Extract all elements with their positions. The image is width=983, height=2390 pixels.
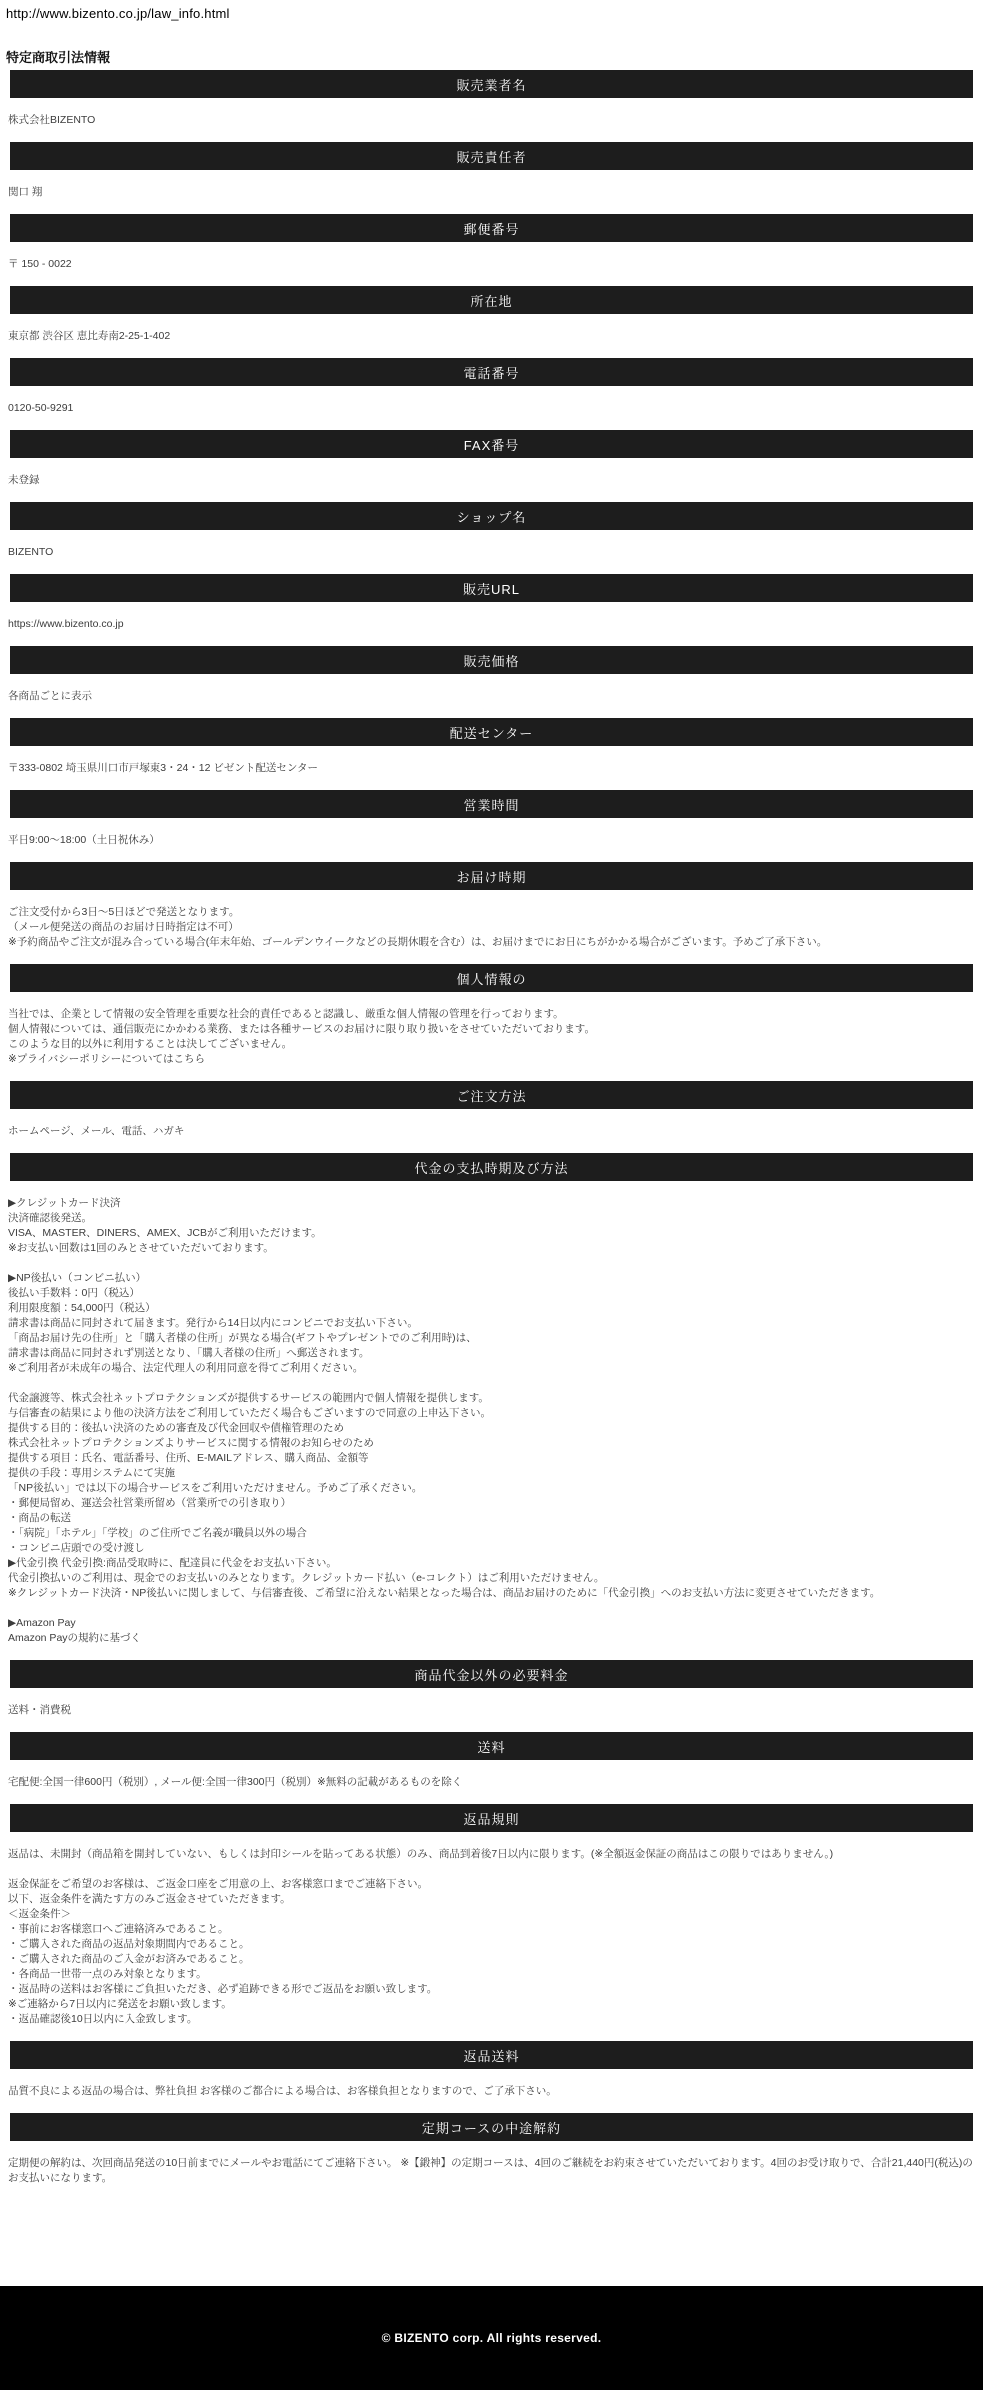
- section-content: [8, 2084, 975, 2099]
- section-line: 0120-50-9291: [8, 402, 74, 414]
- section-line: 返金保証をご希望のお客様は、ご返金口座をご用意の上、お客様窓口までご連絡下さい。: [8, 1878, 428, 1890]
- law-section: [0, 1732, 983, 1790]
- law-section: [0, 214, 983, 272]
- section-heading: ご注文方法: [456, 1088, 527, 1104]
- law-section: [0, 2041, 983, 2099]
- section-line: ▶クレジットカード決済: [8, 1197, 121, 1209]
- section-line: ・「病院」「ホテル」「学校」のご住所でご名義が職員以外の場合: [8, 1527, 307, 1539]
- section-heading: 電話番号: [463, 365, 520, 381]
- section-heading: お届け時期: [456, 869, 527, 885]
- section-content: [8, 905, 975, 950]
- section-heading-bar: [10, 1660, 973, 1688]
- law-section: [0, 718, 983, 776]
- section-line: 「NP後払い」では以下の場合サービスをご利用いただけません。予めご了承ください。: [8, 1482, 423, 1494]
- section-heading-bar: [10, 790, 973, 818]
- law-section: [0, 964, 983, 1067]
- section-content: [8, 1196, 975, 1646]
- section-line: 個人情報については、通信販売にかかわる業務、または各種サービスのお届けに限り取り扱いをさせていただいております。: [8, 1023, 595, 1035]
- section-heading-bar: [10, 718, 973, 746]
- section-line: 当社では、企業として情報の安全管理を重要な社会的責任であると認識し、厳重な個人情報の管理を行っております。: [8, 1008, 564, 1020]
- section-line: VISA、MASTER、DINERS、AMEX、JCBがご利用いただけます。: [8, 1227, 322, 1239]
- section-line: https://www.bizento.co.jp: [8, 618, 124, 630]
- section-content: [8, 329, 975, 344]
- section-heading: 所在地: [470, 293, 513, 309]
- section-content: [8, 833, 975, 848]
- section-line: [8, 1601, 975, 1616]
- section-heading: 商品代金以外の必要料金: [414, 1667, 569, 1683]
- section-heading-bar: [10, 70, 973, 98]
- section-line: 定期便の解約は、次回商品発送の10日前までにメールやお電話にてご連絡下さい。 ※【鍛神】の定期コースは、4回のご継続をお約束させていただいております。4回のお受け取りで、合計21,440円(税込)のお支払いになります。: [8, 2157, 973, 2184]
- section-heading: 営業時間: [463, 797, 520, 813]
- law-section: [0, 1804, 983, 2027]
- section-line: ・ご購入された商品の返品対象期間内であること。: [8, 1938, 250, 1950]
- law-section: [0, 142, 983, 200]
- section-line: 〒 150 - 0022: [8, 258, 72, 270]
- section-heading-bar: [10, 1804, 973, 1832]
- copyright-text: © BIZENTO corp. All rights reserved.: [381, 2331, 602, 2345]
- section-heading: 郵便番号: [463, 221, 520, 237]
- section-heading: 販売価格: [463, 653, 520, 669]
- section-heading-bar: [10, 2041, 973, 2069]
- section-content: [8, 113, 975, 128]
- law-section: [0, 2113, 983, 2186]
- section-line: （メール便発送の商品のお届け日時指定は不可）: [8, 921, 239, 933]
- law-section: [0, 286, 983, 344]
- section-heading-bar: [10, 430, 973, 458]
- law-section: [0, 358, 983, 416]
- section-line: 決済確認後発送。: [8, 1212, 92, 1224]
- section-heading-bar: [10, 286, 973, 314]
- section-line: 宅配便:全国一律600円（税別）, メール便:全国一律300円（税別）※無料の記載があるものを除く: [8, 1776, 463, 1788]
- page-title: 特定商取引法情報: [6, 50, 111, 65]
- law-section: [0, 430, 983, 488]
- section-heading: 販売責任者: [456, 149, 527, 165]
- section-line: [8, 1376, 975, 1391]
- section-content: [8, 1775, 975, 1790]
- section-line: ▶Amazon Pay: [8, 1617, 76, 1629]
- section-content: [8, 1007, 975, 1067]
- section-heading: 配送センター: [449, 725, 534, 741]
- section-line: 利用限度額：54,000円（税込）: [8, 1302, 156, 1314]
- section-line: ・ご購入された商品のご入金がお済みであること。: [8, 1953, 250, 1965]
- section-heading: 返品規則: [463, 1811, 520, 1827]
- section-line: 平日9:00～18:00（土日祝休み）: [8, 834, 160, 846]
- section-line: ホームページ、メール、電話、ハガキ: [8, 1125, 185, 1137]
- section-heading-bar: [10, 214, 973, 242]
- section-line: 株式会社ネットプロテクションズよりサービスに関する情報のお知らせのため: [8, 1437, 374, 1449]
- section-content: [8, 617, 975, 632]
- section-line: ・商品の転送: [8, 1512, 71, 1524]
- law-section: [0, 1660, 983, 1718]
- section-line: 提供する項目：氏名、電話番号、住所、E-MAILアドレス、購入商品、金額等: [8, 1452, 369, 1464]
- section-content: [8, 401, 975, 416]
- law-section: [0, 790, 983, 848]
- section-content: [8, 1124, 975, 1139]
- section-content: [8, 185, 975, 200]
- section-line: 後払い手数料：0円（税込）: [8, 1287, 140, 1299]
- law-section: [0, 1081, 983, 1139]
- section-line: ・返品確認後10日以内に入金致します。: [8, 2013, 198, 2025]
- law-section: [0, 862, 983, 950]
- section-line: 各商品ごとに表示: [8, 690, 92, 702]
- section-heading-bar: [10, 862, 973, 890]
- section-line: ご注文受付から3日～5日ほどで発送となります。: [8, 906, 240, 918]
- section-heading: 送料: [477, 1739, 506, 1755]
- section-line: 与信審査の結果により他の決済方法をご利用していただく場合もございますので同意の上申込下さい。: [8, 1407, 491, 1419]
- section-content: [8, 1703, 975, 1718]
- section-line: 関口 翔: [8, 186, 43, 198]
- section-line: 株式会社BIZENTO: [8, 114, 96, 126]
- section-line: 提供の手段：専用システムにて実施: [8, 1467, 175, 1479]
- section-content: [8, 2156, 975, 2186]
- section-line: 返品は、未開封（商品箱を開封していない、もしくは封印シールを貼ってある状態）のみ、商品到着後7日以内に限ります。(※全額返金保証の商品はこの限りではありません。): [8, 1848, 834, 1860]
- law-info-sections: [0, 70, 983, 2186]
- section-line: ＜返金条件＞: [8, 1908, 71, 1920]
- section-heading: 定期コースの中途解約: [421, 2120, 562, 2136]
- section-line: 提供する目的：後払い決済のための審査及び代金回収や債権管理のため: [8, 1422, 344, 1434]
- page-url: http://www.bizento.co.jp/law_info.html: [6, 6, 230, 21]
- section-line: [8, 1256, 975, 1271]
- section-line: このような目的以外に利用することは決してございません。: [8, 1038, 293, 1050]
- section-content: [8, 1847, 975, 2027]
- section-line: BIZENTO: [8, 546, 54, 558]
- section-content: [8, 545, 975, 560]
- law-section: [0, 574, 983, 632]
- section-heading: FAX番号: [463, 437, 520, 453]
- section-heading: 個人情報の: [456, 971, 527, 987]
- section-heading-bar: [10, 358, 973, 386]
- section-line: ※ご連絡から7日以内に発送をお願い致します。: [8, 1998, 232, 2010]
- section-line: ※ご利用者が未成年の場合、法定代理人の利用同意を得てご利用ください。: [8, 1362, 364, 1374]
- law-section: [0, 70, 983, 128]
- section-line: 請求書は商品に同封されず別送となり、「購入者様の住所」へ郵送されます。: [8, 1347, 370, 1359]
- section-heading-bar: [10, 2113, 973, 2141]
- section-line: ※クレジットカード決済・NP後払いに関しまして、与信審査後、ご希望に沿えない結果となった場合は、商品お届けのために「代金引換」へのお支払い方法に変更させていただきます。: [8, 1587, 881, 1599]
- section-line: [8, 1862, 975, 1877]
- section-heading-bar: [10, 1153, 973, 1181]
- section-content: [8, 689, 975, 704]
- section-line: 代金譲渡等、株式会社ネットプロテクションズが提供するサービスの範囲内で個人情報を提供します。: [8, 1392, 489, 1404]
- section-heading-bar: [10, 964, 973, 992]
- section-content: [8, 257, 975, 272]
- section-line: ・各商品一世帯一点のみ対象となります。: [8, 1968, 207, 1980]
- section-line: ・返品時の送料はお客様にご負担いただき、必ず追跡できる形でご返品をお願い致します。: [8, 1983, 438, 1995]
- section-heading-bar: [10, 646, 973, 674]
- section-heading-bar: [10, 574, 973, 602]
- section-line: ▶代金引換 代金引換:商品受取時に、配達員に代金をお支払い下さい。: [8, 1557, 337, 1569]
- privacy-policy-link[interactable]: ※プライバシーポリシーについてはこちら: [8, 1053, 206, 1065]
- section-line: ・コンビニ店頭での受け渡し: [8, 1542, 145, 1554]
- section-heading-bar: [10, 142, 973, 170]
- section-heading: 販売業者名: [456, 77, 527, 93]
- law-section: [0, 1153, 983, 1646]
- section-line: 東京都 渋谷区 恵比寿南2-25-1-402: [8, 330, 171, 342]
- section-line: ▶NP後払い（コンビニ払い）: [8, 1272, 147, 1284]
- section-line: 以下、返金条件を満たす方のみご返金させていただきます。: [8, 1893, 291, 1905]
- section-line: ・事前にお客様窓口へご連絡済みであること。: [8, 1923, 229, 1935]
- section-heading-bar: [10, 1732, 973, 1760]
- section-line: 代金引換払いのご利用は、現金でのお支払いのみとなります。クレジットカード払い（e-コレクト）はご利用いただけません。: [8, 1572, 605, 1584]
- section-content: [8, 473, 975, 488]
- law-section: [0, 646, 983, 704]
- section-line: 品質不良による返品の場合は、弊社負担 お客様のご都合による場合は、お客様負担となりますので、ご了承下さい。: [8, 2085, 557, 2097]
- footer: [0, 2286, 983, 2390]
- section-heading-bar: [10, 1081, 973, 1109]
- law-section: [0, 502, 983, 560]
- section-heading: 代金の支払時期及び方法: [414, 1160, 569, 1176]
- section-line: 〒333-0802 埼玉県川口市戸塚東3・24・12 ビゼント配送センター: [8, 762, 318, 774]
- section-heading: 販売URL: [462, 581, 520, 597]
- section-heading-bar: [10, 502, 973, 530]
- section-line: 請求書は商品に同封されて届きます。発行から14日以内にコンビニでお支払い下さい。: [8, 1317, 418, 1329]
- section-line: ・郵便局留め、運送会社営業所留め（営業所での引き取り）: [8, 1497, 292, 1509]
- section-line: 未登録: [8, 474, 40, 486]
- section-heading: 返品送料: [463, 2048, 520, 2064]
- section-line: 送料・消費税: [8, 1704, 71, 1716]
- section-content: [8, 761, 975, 776]
- section-line: ※予約商品やご注文が混み合っている場合(年末年始、ゴールデンウイークなどの長期休暇を含む）は、お届けまでにお日にちがかかる場合がございます。予めご了承下さい。: [8, 936, 828, 948]
- section-line: Amazon Payの規約に基づく: [8, 1632, 142, 1644]
- section-line: 「商品お届け先の住所」と「購入者様の住所」が異なる場合(ギフトやプレゼントでのご利用時)は、: [8, 1332, 477, 1344]
- section-line: ※お支払い回数は1回のみとさせていただいております。: [8, 1242, 274, 1254]
- section-heading: ショップ名: [456, 509, 527, 525]
